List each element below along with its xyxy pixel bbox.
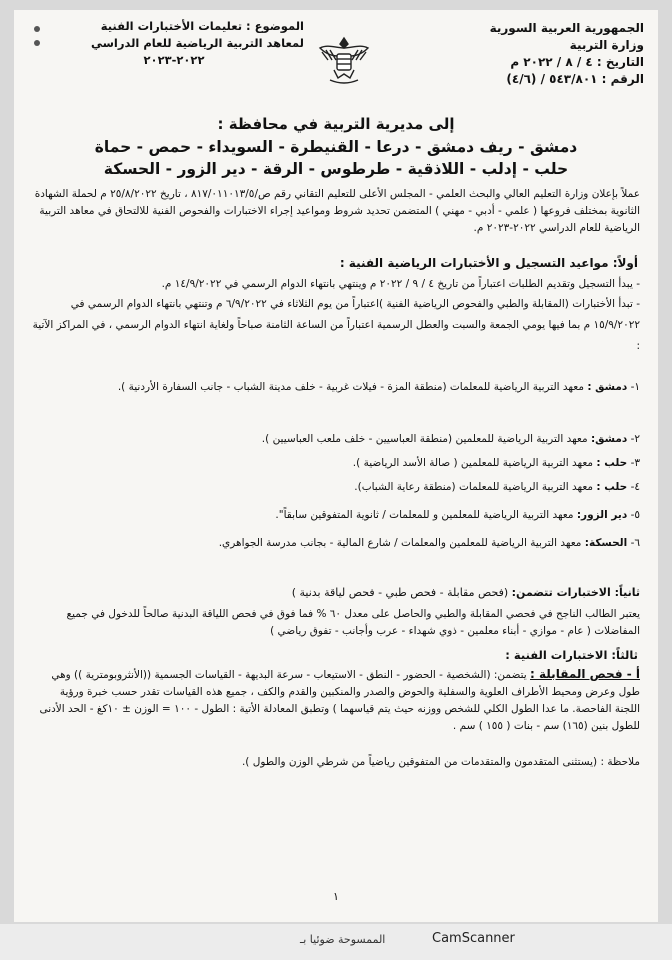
center-item: ١- دمشق : معهد التربية الرياضية للمعلمات (منطقة المزة - فيلات غربية - خلف مدينة الشباب - جانب السفارة الأردنية ).: [117, 381, 640, 393]
addressee-heading: إلى مديرية التربية في محافظة :: [217, 115, 455, 133]
punch-hole-mark: [34, 26, 40, 32]
ministry-name: وزارة التربية: [569, 38, 644, 52]
center-item: ٥- دير الزور: معهد التربية الرياضية للمعلمين و للمعلمات / ثانوية المتفوقين سابقاً".: [275, 509, 640, 521]
section-3-heading: ثالثاً: الاختبارات الفنية :: [505, 648, 638, 662]
scanned-with-label: الممسوحة ضوئيا بـ: [300, 933, 386, 946]
country-name: الجمهورية العربية السورية: [489, 21, 644, 35]
registration-dates: - يبدأ التسجيل وتقديم الطلبات اعتباراً من تاريخ ٤ / ٩ / ٢٠٢٢ م وينتهي بانتهاء الدوام الرسمي في ١٤/٩/٢٠٢٢ م.: [161, 278, 640, 290]
document-page: [14, 10, 658, 922]
subject-year: ٢٠٢٢-٢٠٢٣: [143, 53, 205, 67]
camscanner-watermark: CamScanner: [432, 931, 515, 946]
section-2-tests: (فحص مقابلة - فحص طبي - فحص لياقة بدنية ): [291, 586, 509, 599]
punch-hole-mark: [34, 40, 40, 46]
interview-exam-text: يتضمن: (الشخصية - الحضور - النطق - الاستيعاب - سرعة البديهة - القياسات الجسمية ((الأنثروبومترية )) وهي طول وعرض ومحيط الأطراف العلوية والسفلية والحوض والصدر والمنكبين والقدم والكف ، جميع هذه القياسات تقدر حسب خبرة ورؤية اللجنة الفاحصة. ما عدا الطول الكلي للشخص ووزنه حيث يتم قياسهما ) وتطبق المعادلة الأتية : الطول - ١٠٠ = الوزن ± ١٠كغ - الحد الأدنى للطول بنين (١٦٥) سم - بنات ( ١٥٥ ) سم .: [39, 669, 640, 732]
section-2-heading: ثانياً: الاختبارات تتضمن:: [511, 586, 640, 599]
tests-dates: - تبدأ الأختبارات (المقابلة والطبي والفحوص الرياضية الفنية )اعتباراً من يوم الثلاثاء في ٦/٩/٢٠٢٢ م وتنتهي بانتهاء الدوام الرسمي في ١٥/٩/٢٠٢٢ م بما فيها يومي الجمعة والسبت والعطل الرسمية اعتباراً من الساعة الثامنة صباحاً ولغاية انتهاء الدوام الرسمي ، في المراكز الآتية :: [32, 298, 640, 352]
letterhead-right: [414, 20, 644, 88]
section-1-heading: أولاً: مواعيد التسجيل و الأختبارات الرياضية الفنية :: [339, 256, 638, 270]
governorates-line-1: دمشق - ريف دمشق - درعا - القنيطرة - السويداء - حمص - حماة: [94, 138, 578, 156]
center-item: ٤- حلب : معهد التربية الرياضية للمعلمات (منطقة رعاية الشباب).: [354, 481, 640, 493]
section-2-paragraph: يعتبر الطالب الناجح في فحصي المقابلة والطبي والحاصل على معدل ٦٠ % فما فوق في فحص اللياقة البدنية صالحاً للدخول في جميع المفاضلات ( عام - موازي - أبناء معلمين - ذوي شهداء - عرب وأجانب - تفوق رياضي ): [66, 608, 640, 637]
syrian-eagle-emblem-icon: [314, 30, 374, 88]
letter-reference: الرقم : ٥٤٣/٨٠١ / (٤/٦): [506, 72, 644, 86]
center-item: ٢- دمشق: معهد التربية الرياضية للمعلمين (منطقة العباسيين - خلف ملعب العباسيين ).: [261, 433, 640, 445]
governorates-line-2: حلب - إدلب - اللاذقية - طرطوس - الرقة - دير الزور - الحسكة: [103, 160, 569, 178]
subject-line-2: لمعاهد التربية الرياضية للعام الدراسي: [90, 36, 304, 50]
exemption-note: ملاحظة : (يستثنى المتقدمون والمتقدمات من المتفوقين رياضياً من شرطي الوزن والطول ).: [241, 756, 640, 768]
page-number: ١: [333, 890, 339, 903]
center-item: ٦- الحسكة: معهد التربية الرياضية للمعلمين والمعلمات / شارع المالية - بجانب مدرسة الجواهري.: [218, 537, 640, 549]
letterhead-left: [44, 18, 304, 69]
center-item: ٣- حلب : معهد التربية الرياضية للمعلمين ( صالة الأسد الرياضية ).: [352, 457, 640, 469]
interview-exam-paragraph: [32, 666, 640, 735]
letter-date: التاريخ : ٤ / ٨ / ٢٠٢٢ م: [510, 55, 644, 69]
interview-exam-heading: أ - فحص المقابلة :: [530, 667, 640, 681]
letter-subject: الموضوع : تعليمات الأختبارات الفنية: [100, 19, 304, 33]
intro-paragraph: عملاً بإعلان وزارة التعليم العالي والبحث العلمي - المجلس الأعلى للتعليم التقاني رقم ص/٨١٧/٠١١٠١٣/٥ ، تاريخ ٢٥/٨/٢٠٢٢ م لحملة الشهادة الثانوية بمختلف فروعها ( علمي - أدبي - مهني ) المتضمن تحديد شروط ومواعيد إجراء الاختبارات والفحوص الفنية للالتحاق في معاهد التربية الرياضية للعام الدراسي ٢٠٢٢-٢٠٢٣ م.: [34, 188, 640, 234]
section-2-heading-line: [32, 584, 640, 602]
